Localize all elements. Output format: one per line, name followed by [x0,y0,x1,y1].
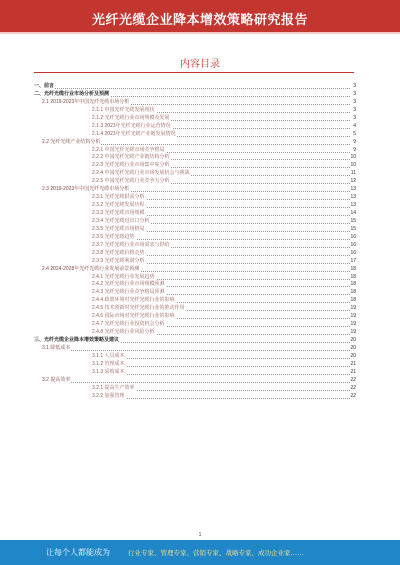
toc-entry[interactable] [34,107,356,115]
toc-entry-page: 12 [350,178,356,185]
toc-entry-page: 22 [350,384,356,391]
toc-entry-page: 9 [353,146,356,153]
footer-slogan: 让每个人都能成为 [46,548,110,557]
toc-entry[interactable] [34,274,356,282]
toc-entry[interactable] [34,281,356,289]
toc-entry[interactable] [34,234,356,242]
toc-entry[interactable] [34,337,356,345]
toc-entry-label: 3.1.2 管理成本 [92,360,125,367]
toc-dot-leader [38,88,350,89]
toc-entry[interactable] [34,115,356,123]
toc-entry-page: 15 [350,225,356,232]
toc-entry-label: 2.3.5 光纤光缆市场格局 [92,225,145,232]
toc-dot-leader [92,398,350,399]
toc-entry-label: 2.1.4 2023年光纤光缆产业链发展情况 [92,130,176,137]
toc-entry[interactable] [34,321,356,329]
toc-dot-leader [92,358,350,359]
toc-entry-page: 10 [350,154,356,161]
toc-entry-page: 13 [350,194,356,201]
toc-entry-page: 13 [350,186,356,193]
toc-entry[interactable] [34,313,356,321]
toc-entry[interactable] [34,393,356,401]
toc-entry-page: 19 [350,313,356,320]
report-header [0,0,400,34]
toc-entry[interactable] [34,162,356,170]
toc-entry[interactable] [34,250,356,258]
toc-entry-page: 20 [350,344,356,351]
toc-entry[interactable] [34,266,356,274]
toc-entry-page: 15 [350,217,356,224]
toc-entry-page: 3 [353,98,356,105]
toc-entry-label: 2.3.6 光纤光缆趋势 [92,233,135,240]
toc-entry-page: 14 [350,210,356,216]
toc-entry-label: 二、光纤光缆行业市场分析及预测 [34,90,110,97]
toc-entry[interactable] [34,147,356,155]
toc-entry[interactable] [34,242,356,250]
toc-entry-label: 2.3.9 光纤光缆利润分析 [92,257,145,264]
toc-dot-leader [42,350,350,351]
toc-entry-page: 18 [350,273,356,280]
toc-entry[interactable] [34,361,356,369]
toc-entry[interactable] [34,194,356,202]
toc-entry-label: 2.4.6 国际市场对光纤光缆行业的影响 [92,313,175,320]
toc-entry[interactable] [34,258,356,266]
toc-entry[interactable] [34,178,356,186]
toc-entry[interactable] [34,329,356,337]
toc-entry-label: 2.2 光纤光缆产业结构分析 [42,138,101,145]
toc-entry-page: 19 [350,305,356,312]
toc-entry-label: 2.2.2 中国光纤光缆产业链结构分析 [92,154,170,161]
toc-entry-label: 3.2.2 加强管理 [92,392,125,399]
toc-entry[interactable] [34,218,356,226]
toc-entry-page: 20 [350,337,356,343]
toc-entry-label: 2.4.1 光纤光缆行业发展趋势 [92,273,155,280]
toc-entry-page: 22 [350,392,356,399]
toc-entry[interactable] [34,170,356,178]
toc-entry[interactable] [34,202,356,210]
toc-entry[interactable] [34,353,356,361]
toc-entry-label: 3.2.1 提高生产效率 [92,384,135,391]
table-of-contents [34,83,356,401]
toc-entry-page: 10 [350,162,356,169]
toc-entry-label: 2.3.1 光纤光缆供需分析 [92,194,145,201]
toc-entry-page: 11 [350,170,356,177]
header-stripe [0,32,400,34]
report-title: 光纤光缆企业降本增效策略研究报告 [91,13,308,28]
toc-entry-label: 3.1.1 人员成本 [92,352,125,359]
footer-tagline: 行业专家、管理专家、营销专家、战略专家、成功企业家…… [128,549,304,557]
toc-entry-page: 18 [350,281,356,288]
toc-entry-page: 3 [353,90,356,97]
toc-entry-label: 2.1.1 中国光纤光缆发展现状 [92,106,155,113]
toc-entry[interactable] [34,139,356,147]
toc-entry-page: 20 [350,352,356,359]
toc-entry-page: 16 [350,233,356,240]
toc-entry[interactable] [34,186,356,194]
toc-entry[interactable] [34,210,356,218]
toc-entry[interactable] [34,377,356,385]
toc-entry-label: 2.4.2 光纤光缆行业市场规模预测 [92,281,165,288]
page-number: 1 [198,532,202,538]
toc-entry-label: 2.2.5 中国光纤光缆行业竞争力分析 [92,178,170,185]
toc-entry-label: 2.3.4 光纤光缆进出口分析 [92,217,150,224]
toc-entry-label: 2.2.4 中国光纤光缆行业市场发展机会与挑战 [92,170,190,177]
toc-entry-page: 3 [353,83,356,89]
toc-entry[interactable] [34,385,356,393]
toc-entry-label: 2.2.3 光纤光缆行业市场集中度分析 [92,162,170,169]
toc-entry[interactable] [34,369,356,377]
toc-entry[interactable] [34,305,356,313]
toc-entry[interactable] [34,154,356,162]
toc-entry-page: 13 [350,202,356,209]
toc-entry-page: 21 [350,368,356,375]
toc-entry-page: 18 [350,289,356,296]
toc-entry-label: 2.3.7 光纤光缆行业市场需求与供给 [92,241,170,248]
toc-entry[interactable] [34,91,356,99]
toc-entry-page: 16 [350,249,356,256]
toc-entry-page: 5 [353,130,356,137]
toc-entry-label: 三、光纤光缆企业降本增效策略及建议 [34,337,120,343]
toc-heading: 内容目录 [180,59,220,70]
toc-entry-label: 2.4.8 光纤光缆行业风险分析 [92,329,155,336]
toc-entry-page: 19 [350,321,356,328]
toc-entry-page: 16 [350,241,356,248]
toc-entry-label: 3.1.3 采购成本 [92,368,125,375]
toc-entry-page: 19 [350,329,356,336]
toc-entry-label: 2.4.4 政策环境对光纤光缆行业的影响 [92,297,175,304]
toc-entry-page: 18 [350,265,356,272]
toc-entry-page: 4 [353,122,356,129]
toc-entry-label: 2.3 2019-2023年中国光纤光缆市场分析 [42,186,130,193]
toc-entry-page: 18 [350,297,356,304]
toc-entry-page: 22 [350,376,356,383]
toc-dot-leader [92,374,350,375]
toc-entry-label: 2.4 2024-2028年光纤光缆行业发展前景预测 [42,265,140,272]
toc-entry-label: 2.3.8 光纤光缆价格走势 [92,249,145,256]
toc-entry-label: 3.2 提高效率 [42,376,71,383]
toc-entry-label: 2.3.3 光纤光缆市场规模 [92,210,145,216]
toc-entry-label: 2.4.7 光纤光缆行业投资机会分析 [92,321,165,328]
toc-entry[interactable] [34,345,356,353]
toc-entry-label: 2.1.2 光纤光缆行业市场规模及发展 [92,114,170,121]
toc-entry-label: 2.2.1 中国光纤光缆市场竞争格局 [92,146,165,153]
toc-entry-page: 3 [353,114,356,121]
toc-entry-label: 2.3.2 光纤光缆发展历程 [92,202,145,209]
toc-entry-page: 17 [350,257,356,264]
toc-entry-page: 21 [350,360,356,367]
toc-entry[interactable] [34,123,356,131]
toc-dot-leader [42,382,350,383]
toc-entry-label: 3.1 降低成本 [42,344,71,351]
footer-banner [0,540,400,565]
toc-entry[interactable] [34,99,356,107]
toc-entry-page: 9 [353,138,356,145]
toc-entry[interactable] [34,131,356,139]
toc-dot-leader [92,366,350,367]
toc-entry[interactable] [34,226,356,234]
toc-entry-label: 一、前言 [34,83,55,89]
toc-entry-page: 3 [353,106,356,113]
toc-entry-label: 2.1.3 2023年光纤光缆行业运营情况 [92,122,171,129]
toc-entry[interactable] [34,297,356,305]
toc-entry[interactable] [34,83,356,91]
toc-entry-label: 2.4.5 技术创新对光纤光缆行业的推动作用 [92,305,185,312]
toc-entry-label: 2.1 2019-2023年中国光纤光缆市场分析 [42,98,130,105]
toc-heading-divider [34,72,354,73]
toc-entry[interactable] [34,289,356,297]
toc-entry-label: 2.4.3 光纤光缆行业竞争格局预测 [92,289,165,296]
